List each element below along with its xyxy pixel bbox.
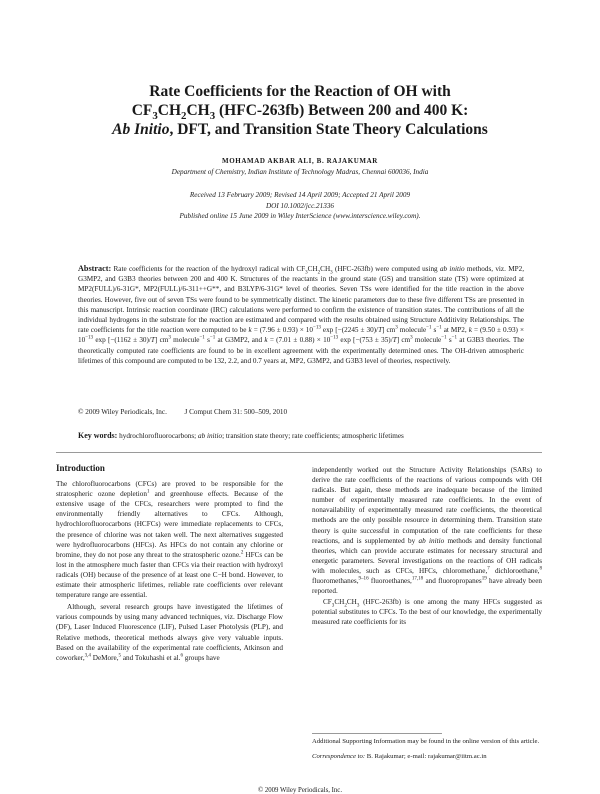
doi: DOI 10.1002/jcc.21336 xyxy=(265,201,335,210)
correspondence-text: B. Rajakumar; e-mail: rajakumar@iitm.ac.in xyxy=(366,752,487,760)
right-column xyxy=(312,465,542,628)
copyright-citation xyxy=(78,408,287,416)
title-line-3: Ab Initio, DFT, and Transition State Theory Calculations xyxy=(112,121,488,138)
abstract-text: Rate coefficients for the reaction of the hydroxyl radical with $CF_3CH_2CH_3$ (HFC-263fb) were computed using ab initio methods, viz. MP2, G3MP2, and G3B3 theories between 200 and 400 K. Structures of the reactants in the ground state (GS) and transition state (TS) were optimized at MP2(FULL)/6-31G*, MP2(FULL)/6-311++G**, and B3LYP/6-31G* level of theories. Seven TSs were identified for the title reaction in the above theories. However, five out of seven TSs were found to be symmetrically distinct. The kinetic parameters due to these five different TSs are presented in this manuscript. Intrinsic reaction coordinate (IRC) calculations were performed to confirm the existence of transition states. The contributions of all the individual hydrogens in the substrate for the reaction are estimated and compared with the results obtained using Structure Additivity Relationships. The rate coefficients for the title reaction were computed to be $k = (7.96 \pm 0.93) \times 10^{-13}$ exp [−(2245 ± 30)/T] $cm^3$ molecule$^{-1}$ $s^{-1}$ at MP2, $k = (9.50 \pm 0.93) \times 10^{-13}$ exp [−(1162 ± 30)/T] $cm^3$ molecule$^{-1}$ $s^{-1}$ at G3MP2, and $k = (7.01 \pm 0.88) \times 10^{-13}$ exp [−(753 ± 35)/T] $cm^3$ molecule$^{-1}$ $s^{-1}$ at G3B3 theories. The theoretically computed rate coefficients are found to be in excellent agreement with the experimentally determined ones. The OH-driven atmospheric lifetimes of this compound are computed to be 132, 2.2, and 0.7 years at, MP2, G3MP2, and G3B3 level of theories, respectively. xyxy=(78,265,524,365)
correspondence-label: Correspondence to: xyxy=(312,752,366,760)
title-line-1: Rate Coefficients for the Reaction of OH with xyxy=(149,83,451,100)
supporting-info-note: Additional Supporting Information may be found in the online version of this article. xyxy=(312,738,540,745)
section-divider xyxy=(56,452,542,453)
affiliation: Department of Chemistry, Indian Institute of Technology Madras, Chennai 600036, India xyxy=(171,168,429,176)
paper-title xyxy=(0,82,600,139)
intro-paragraph-4: $CF_3CH_2CH_3$ (HFC-263fb) is one among the many HFCs suggested as potential substitutes to CFCs. To the best of our knowledge, the experimentally measured rate coefficients for its xyxy=(312,598,542,627)
abstract-label: Abstract: xyxy=(78,264,112,273)
footnotes xyxy=(312,737,542,761)
keywords xyxy=(78,431,404,440)
abstract-copyright: © 2009 Wiley Periodicals, Inc. xyxy=(78,408,167,416)
authors: MOHAMAD AKBAR ALI, B. RAJAKUMAR xyxy=(222,157,378,165)
correspondence-note xyxy=(312,752,542,762)
title-line-2: $CF_3CH_2CH_3$ (HFC-263fb) Between 200 and 400 K: xyxy=(131,102,469,123)
keywords-text: hydrochlorofluorocarbons; ab initio; transition state theory; rate coefficients; atmospheric lifetimes xyxy=(119,432,404,440)
intro-paragraph-1: The chlorofluorocarbons (CFCs) are proved to be responsible for the stratospheric ozone depletion$^1$ and greenhouse effects. Because of the extensive usage of the CFCs, researchers were prompted to find the environmentally friendly alternatives to CFCs. Although, hydrochlorofluorocarbons (HCFCs) were immediate replacements to CFCs, the presence of chlorine was not taken well. The next alternatives suggested were hydrofluorocarbons (HFCs). As HFCs do not contain any chlorine or bromine, they do not pose any threat to the stratospheric ozone.$^2$ HFCs can be lost in the atmosphere much faster than CFCs via their reaction with hydroxyl radicals (OH) because of the presence of at least one C−H bond. However, to estimate their atmospheric lifetimes, reliable rate coefficients over relevant temperature range are essential. xyxy=(56,480,283,600)
intro-paragraph-3: independently worked out the Structure Activity Relationships (SARs) to derive the rate coefficients of the reactions of various compounds with OH radicals. But again, these methods are inadequate because of the limited number of experimentally measured rate coefficients. In the event of nonavailability of experimentally measured rate coefficients, the theoretical methods are the only possible resource in determining them. Transition state theory is quite successful in computation of the rate coefficients for these reactions, and is supplemented by ab initio methods and density functional theories, which can provide accurate estimates for necessary structural and energetic parameters. Several investigations on the reactions of OH radicals with molecules, such as CFCs, HFCs, chloromethane,$^7$ dichloroethane,$^8$ fluoromethanes,$^{9-16}$ fluoroethanes,$^{17,18}$ and fluoropropanes$^{19}$ have already been reported. xyxy=(312,466,542,596)
keywords-label: Key words: xyxy=(78,431,118,440)
journal-citation: J Comput Chem 31: 500–509, 2010 xyxy=(184,408,288,416)
published-online: Published online 15 June 2009 in Wiley InterScience (www.interscience.wiley.com). xyxy=(179,212,421,220)
page-footer: © 2009 Wiley Periodicals, Inc. xyxy=(257,787,343,794)
left-column xyxy=(56,463,283,663)
received-dates: Received 13 February 2009; Revised 14 April 2009; Accepted 21 April 2009 xyxy=(189,191,411,199)
article-history xyxy=(0,190,600,222)
introduction-heading: Introduction xyxy=(56,463,105,473)
intro-paragraph-2: Although, several research groups have investigated the lifetimes of various compounds by using many advanced techniques, viz. Discharge Flow (DF), Laser Induced Fluorescence (LIF), Pulsed Laser Photolysis (PLP), and Relative methods, theoretical methods always give very valuable inputs. Based on the availability of the experimental rate coefficients, Atkinson and coworker,$^{3,4}$ DeMore,$^5$ and Tokuhashi et al.$^6$ groups have xyxy=(56,603,283,662)
footnote-rule xyxy=(312,733,442,734)
abstract xyxy=(78,264,524,366)
